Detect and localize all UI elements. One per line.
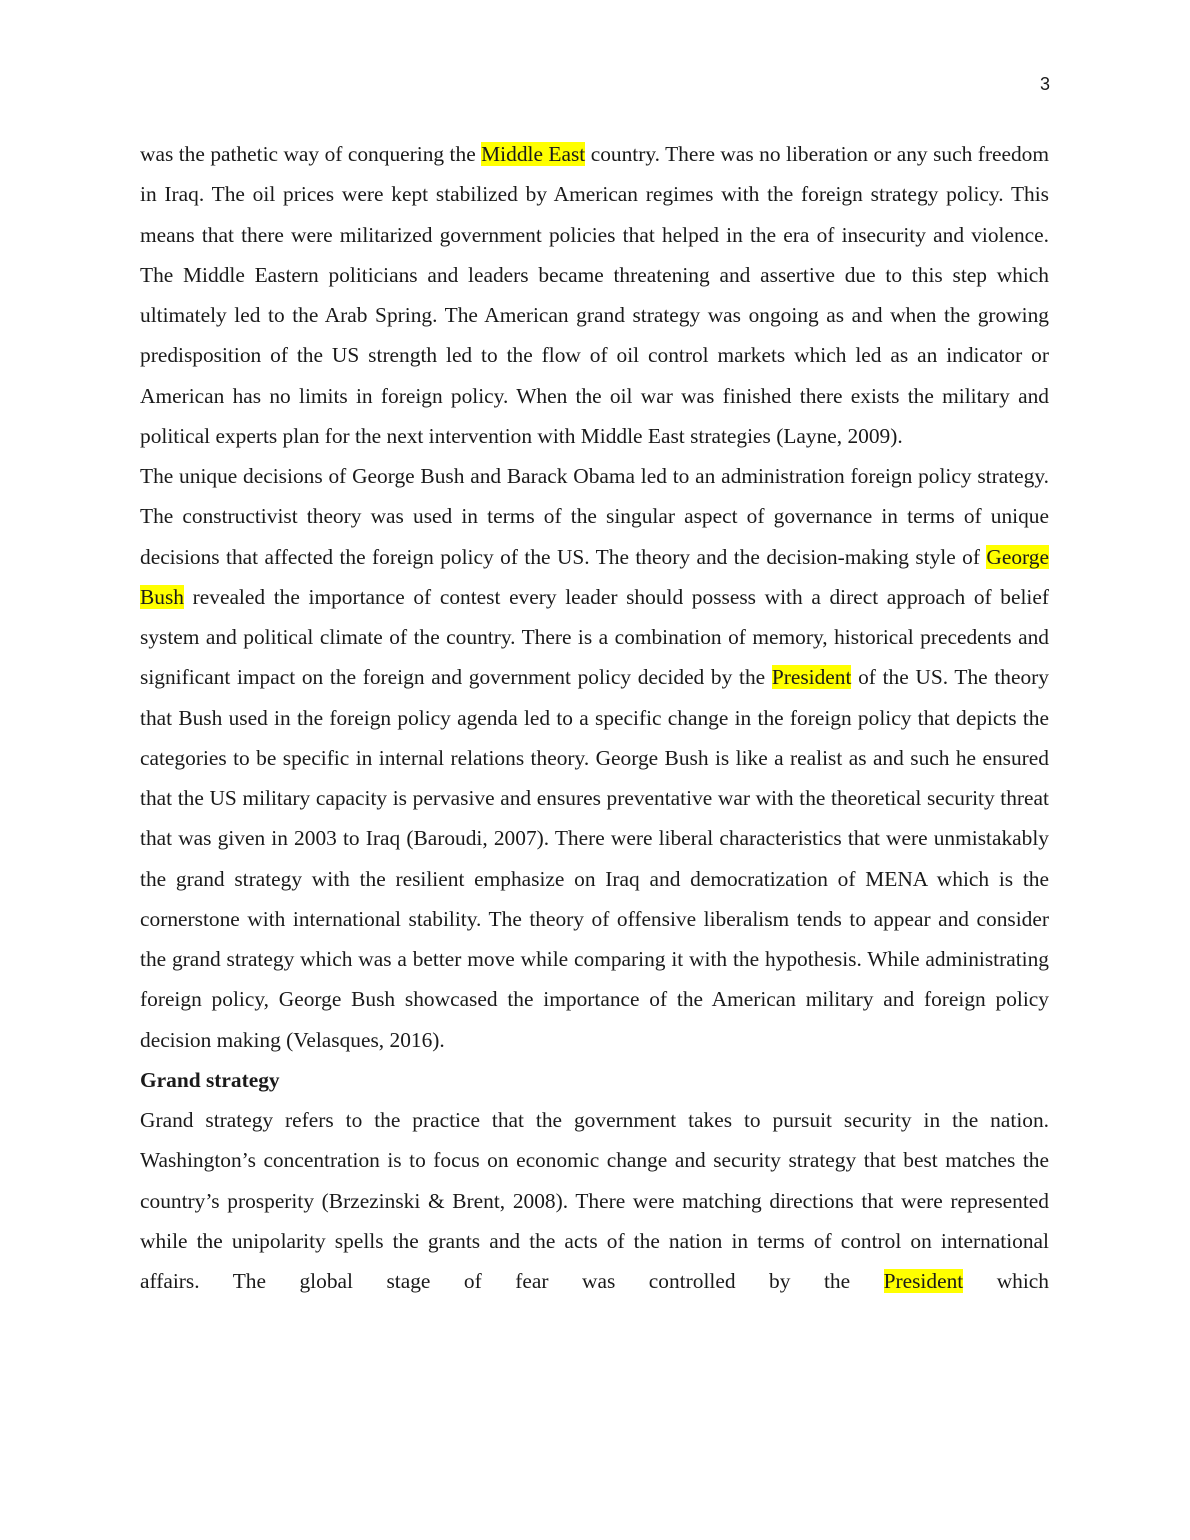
paragraph-middle-east [140, 134, 1049, 456]
section-heading-grand-strategy: Grand strategy [140, 1067, 280, 1092]
paragraph-text: country. There was no liberation or any such freedom in Iraq. The oil prices were kept stabilized by American regimes with the foreign strategy policy. This means that there were militarized government policies that helped in the era of insecurity and violence. The Middle Eastern politicians and leaders became threatening and assertive due to this step which ultimately led to the Arab Spring. The American grand strategy was ongoing as and when the growing predisposition of the US strength led to the flow of oil control markets which led as an indicator or American has no limits in foreign policy. When the oil war was finished there exists the military and political experts plan for the next intervention with Middle East strategies (Layne, 2009). [140, 142, 1050, 448]
highlight-middle-east: Middle East [481, 142, 586, 166]
page-number: 3 [1039, 74, 1050, 94]
highlight-president: President [883, 1269, 964, 1293]
paragraph-text: Grand strategy refers to the practice that the government takes to pursuit security in the nation. Washington’s concentration is to focus on economic change and security strategy that best matches the country’s prosperity (Brzezinski & Brent, 2008). There were matching directions that were represented while the unipolarity spells the grants and the acts of the nation in terms of control on international affairs. The global stage of fear was controlled by the [140, 1108, 1049, 1293]
paragraph-text: The unique decisions of George Bush and Barack Obama led to an administration foreign policy strategy. The constructivist theory was used in terms of the singular aspect of governance in terms of unique decisions that affected the foreign policy of the US. The theory and the decision-making style of [140, 464, 1049, 569]
highlight-george-bush: George Bush [140, 544, 1049, 609]
paragraph-grand-strategy [140, 1100, 1049, 1301]
paragraph-text: revealed the importance of contest every leader should possess with a direct approach of belief system and political climate of the country. There is a combination of memory, historical precedents and significant impact on the foreign and government policy decided by the [140, 584, 1049, 690]
paragraph-bush-obama [140, 456, 1049, 1060]
paragraph-text: which [963, 1269, 1049, 1293]
paragraph-text: of the US. The theory that Bush used in the foreign policy agenda led to a specific change in the foreign policy that depicts the categories to be specific in internal relations theory. George Bush is like a realist as and such he ensured that the US military capacity is pervasive and ensures preventative war with the theoretical security threat that was given in 2003 to Iraq (Baroudi, 2007). There were liberal characteristics that were unmistakably the grand strategy with the resilient emphasize on Iraq and democratization of MENA which is the cornerstone with international stability. The theory of offensive liberalism tends to appear and consider the grand strategy which was a better move while comparing it with the hypothesis. While administrating foreign policy, George Bush showcased the importance of the American military and foreign policy decision making (Velasques, 2016). [140, 665, 1049, 1052]
paragraph-text: was the pathetic way of conquering the [140, 142, 482, 166]
highlight-president: President [771, 665, 852, 690]
document-body [140, 134, 1049, 1301]
